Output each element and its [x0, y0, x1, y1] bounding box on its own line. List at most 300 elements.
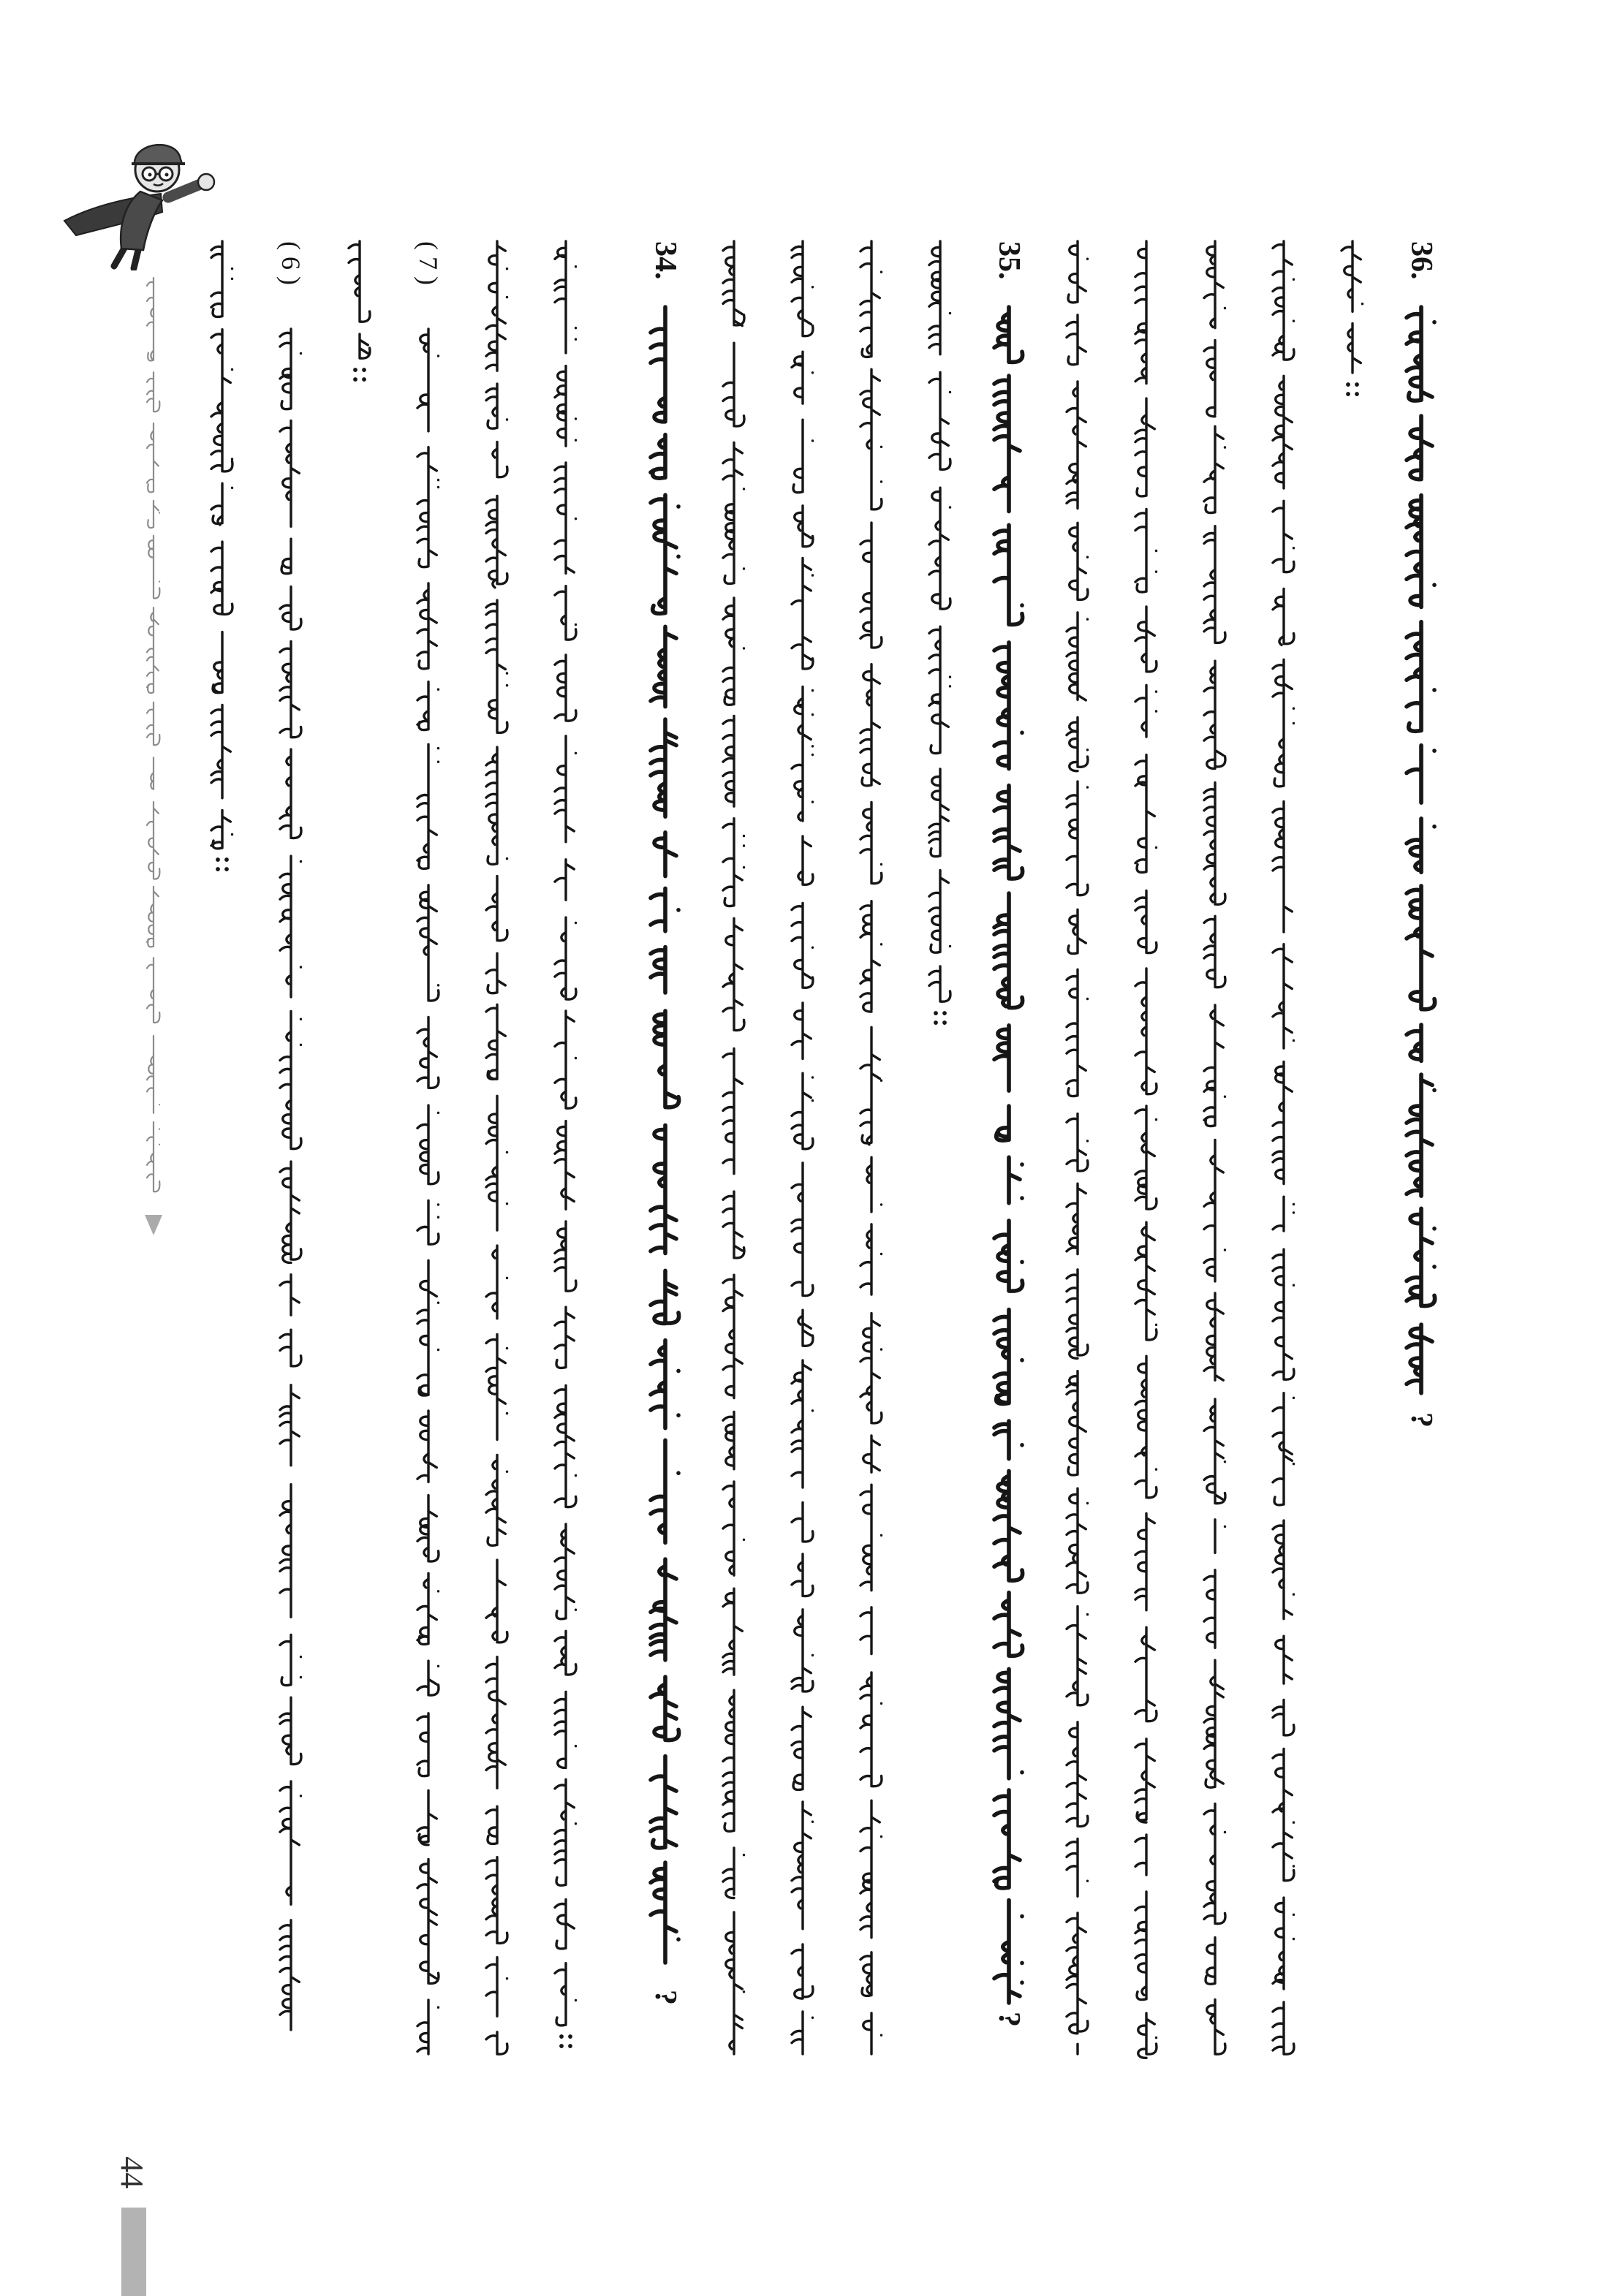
question-34-number: 34. [648, 241, 682, 280]
text-line [792, 241, 813, 2054]
script-word [994, 1901, 1022, 2004]
script-word [723, 343, 744, 426]
script-word [486, 241, 507, 371]
script-word [417, 1860, 439, 1984]
script-word [417, 1105, 439, 1184]
script-word [863, 1436, 880, 1472]
script-word [1407, 1325, 1432, 1393]
script-word [486, 1657, 505, 1789]
script-word [651, 1757, 676, 1848]
script-word [994, 307, 1023, 362]
script-word [280, 1697, 301, 1764]
running-head-triangle-icon [145, 1215, 162, 1235]
script-word [723, 241, 744, 326]
script-word [417, 2000, 439, 2054]
script-word [1407, 819, 1434, 873]
script-word [555, 586, 576, 640]
script-word [151, 757, 154, 789]
script-word [792, 1944, 813, 1998]
script-word [1135, 1514, 1154, 1610]
script-word [280, 1275, 299, 1315]
script-word [486, 953, 505, 993]
question-35-text [994, 307, 1023, 2003]
running-head-line [147, 278, 159, 1191]
script-word [1204, 1005, 1225, 1126]
script-word [1407, 1208, 1435, 1306]
script-word [280, 329, 301, 409]
script-word [1273, 659, 1294, 787]
script-word [1204, 1293, 1223, 1380]
script-word [280, 587, 301, 629]
script-word [555, 1307, 574, 1368]
script-word [280, 856, 301, 997]
script-word [792, 687, 813, 822]
script-word [417, 1411, 436, 1482]
text-line [555, 241, 576, 2046]
script-word [994, 1421, 1022, 1459]
script-word [793, 420, 812, 493]
script-word [486, 747, 507, 864]
script-word [1204, 1804, 1225, 1924]
script-word [211, 483, 232, 525]
script-word [211, 542, 232, 614]
script-word [994, 525, 1023, 624]
script-word [994, 1221, 1023, 1291]
script-word [417, 885, 439, 1001]
script-word [792, 2012, 813, 2054]
script-word [1135, 969, 1157, 1094]
script-word [929, 871, 950, 953]
script-word [1067, 1488, 1088, 1593]
script-word [860, 901, 882, 1012]
sentence-end-mark [355, 370, 364, 379]
script-word [1067, 1607, 1088, 1705]
script-word [860, 241, 882, 357]
script-word [723, 716, 734, 806]
script-word [1273, 1700, 1294, 1735]
script-word [1273, 501, 1294, 572]
text-line [1204, 241, 1225, 2054]
script-word [211, 705, 230, 798]
script-word [1068, 909, 1086, 953]
script-word [1204, 1660, 1223, 1787]
script-word [417, 1017, 439, 1088]
script-word [792, 1802, 813, 1929]
script-word [1135, 1627, 1157, 1721]
script-word [651, 1863, 678, 1963]
script-word [147, 958, 159, 1023]
script-word [1070, 523, 1088, 599]
text-line [860, 241, 882, 2054]
script-word [1067, 1838, 1088, 1896]
script-word [1067, 382, 1086, 509]
script-word [280, 1385, 299, 1466]
script-word [1204, 340, 1215, 416]
script-word [280, 1330, 301, 1366]
script-word [555, 1385, 576, 1507]
script-word [1135, 241, 1146, 384]
script-word [723, 1048, 742, 1173]
script-word [1348, 324, 1361, 374]
script-word [486, 1455, 507, 1546]
script-word [1204, 783, 1225, 905]
question-36-number: 36. [1404, 241, 1438, 280]
script-word [860, 1314, 882, 1423]
script-word [795, 506, 813, 547]
script-word [486, 1096, 507, 1230]
script-word [486, 1958, 507, 2017]
script-word [792, 1163, 813, 1296]
script-word [1009, 1157, 1022, 1203]
script-word [1204, 1570, 1215, 1648]
question-34-text [651, 307, 679, 1963]
sentence-end-mark [561, 2037, 570, 2046]
script-word [417, 744, 439, 868]
script-word [417, 1790, 436, 1844]
script-word [651, 1270, 679, 1323]
script-word [1204, 916, 1225, 987]
script-word [147, 702, 159, 746]
script-word [723, 1482, 744, 1575]
script-word [349, 241, 370, 322]
text-line [1273, 241, 1294, 2054]
script-word [860, 523, 882, 648]
text-line [929, 241, 950, 1023]
script-word [1204, 241, 1225, 328]
script-word [929, 372, 950, 469]
script-word [723, 1412, 734, 1469]
script-word [1135, 398, 1154, 496]
script-word [996, 1106, 1009, 1140]
script-word [1068, 241, 1087, 303]
script-word [1273, 1393, 1294, 1505]
script-word [723, 1690, 734, 1831]
script-word [147, 1122, 159, 1191]
script-word [1135, 607, 1157, 672]
script-word [213, 632, 222, 693]
script-word [994, 376, 1020, 511]
script-word [148, 501, 159, 528]
script-word [1135, 1356, 1157, 1498]
script-word [555, 1631, 576, 1675]
script-word [792, 1003, 811, 1059]
script-word [1067, 1722, 1088, 1827]
script-word [280, 1781, 301, 1904]
script-word [211, 810, 232, 848]
script-word [860, 1672, 882, 1787]
script-word [1273, 801, 1292, 932]
script-word [417, 1260, 439, 1395]
script-word [860, 803, 882, 884]
script-word [1273, 2002, 1294, 2054]
script-word [651, 1677, 679, 1740]
script-word [1273, 1898, 1294, 1989]
script-word [994, 1593, 1023, 1656]
script-word [555, 1121, 574, 1210]
sentence-end-mark [218, 860, 227, 869]
script-word [486, 1806, 497, 1844]
script-word [147, 802, 159, 879]
script-word [1273, 589, 1294, 645]
page-edge-tab [121, 2208, 146, 2296]
script-word [994, 786, 1023, 879]
script-word [1273, 376, 1292, 488]
text-line [486, 241, 507, 2054]
script-word [1067, 315, 1086, 365]
text-line [280, 329, 301, 2030]
script-word [792, 1502, 813, 1542]
script-word [929, 488, 950, 609]
script-word [726, 1912, 744, 2054]
script-word [1206, 1938, 1215, 1985]
script-word [486, 496, 507, 587]
script-word [792, 352, 813, 403]
script-word [486, 384, 507, 428]
script-word [860, 1485, 882, 1591]
script-word [1407, 1075, 1434, 1196]
script-word [651, 307, 665, 422]
script-word [1407, 746, 1434, 803]
script-word [417, 682, 439, 730]
script-word [860, 664, 879, 786]
script-word [280, 1162, 301, 1262]
script-word [417, 1713, 428, 1776]
script-word [1273, 241, 1294, 360]
script-word [860, 1952, 871, 1996]
script-word [860, 1224, 882, 1295]
script-word [1273, 1249, 1294, 1379]
question-36-mark: ? [1404, 1412, 1438, 1428]
script-word [280, 1485, 291, 1618]
script-word [147, 423, 159, 492]
script-word [929, 241, 950, 355]
script-word [486, 1560, 507, 1643]
script-word [651, 1440, 678, 1542]
script-word [1207, 2000, 1225, 2055]
script-word [417, 583, 436, 669]
script-word [1273, 1520, 1294, 1619]
script-word [860, 1607, 871, 1654]
script-word [1273, 944, 1294, 1048]
script-word [929, 769, 948, 857]
script-word [1204, 426, 1225, 512]
script-word [486, 2032, 507, 2054]
script-word [994, 1669, 1022, 1778]
script-word [1342, 241, 1363, 311]
script-word [1067, 1270, 1088, 1358]
script-word [723, 819, 744, 906]
script-word [486, 600, 507, 732]
script-word [654, 1011, 679, 1107]
script-word [486, 1004, 505, 1079]
script-word [1135, 1106, 1157, 1209]
script-word [1215, 1520, 1225, 1553]
script-word [860, 1800, 882, 1938]
script-word [1273, 1062, 1292, 1184]
page-number: 44 [114, 2156, 150, 2189]
script-word [723, 443, 744, 584]
script-word [1204, 1399, 1225, 1504]
script-word [280, 420, 299, 526]
script-word [1204, 661, 1225, 768]
script-word [555, 1221, 576, 1291]
sentence-end-mark [1348, 384, 1357, 394]
text-line [1067, 241, 1088, 2054]
script-word [486, 1246, 507, 1319]
script-word [1135, 509, 1157, 592]
script-word [798, 1310, 813, 1346]
script-word [1407, 496, 1434, 607]
script-word [651, 888, 678, 931]
script-word [281, 539, 291, 573]
script-word [863, 2013, 882, 2054]
script-word [792, 1610, 813, 1691]
script-word [994, 893, 1023, 1008]
script-word [147, 278, 154, 360]
script-word [860, 369, 882, 509]
script-word [417, 447, 439, 567]
script-word [360, 334, 370, 358]
script-word [651, 626, 676, 706]
script-word [723, 1848, 744, 1898]
script-word [929, 966, 950, 1001]
script-word [792, 1707, 811, 1789]
script-word [651, 1125, 676, 1253]
option-7-label: ( 7 ) [414, 241, 443, 285]
script-word [994, 1790, 1020, 1888]
script-word [1067, 1913, 1088, 2034]
script-word [417, 1573, 439, 1644]
option-6-label: ( 6 ) [276, 241, 306, 285]
script-word [1135, 1835, 1146, 1875]
script-word [792, 903, 813, 988]
script-word [994, 643, 1022, 769]
script-word [1067, 781, 1088, 895]
script-word [1135, 755, 1157, 873]
script-word [280, 642, 301, 738]
script-word [994, 1026, 1009, 1091]
script-word [1067, 717, 1088, 770]
script-word [792, 558, 813, 670]
script-word [651, 495, 678, 613]
sentence-end-mark [936, 1013, 945, 1023]
script-word [994, 1471, 1023, 1580]
text-line [417, 329, 439, 2054]
script-word [148, 536, 159, 599]
script-word [860, 1027, 882, 1145]
script-word [1135, 685, 1157, 737]
script-word [280, 749, 301, 838]
script-word [723, 918, 744, 1030]
script-word [654, 833, 676, 876]
script-word [867, 1157, 882, 1212]
script-word [555, 655, 576, 721]
script-word [280, 1011, 301, 1148]
text-line [211, 241, 232, 869]
text-line [349, 241, 370, 379]
question-35-number: 35. [992, 241, 1026, 280]
script-word [1135, 1739, 1154, 1822]
question-35-mark: ? [992, 2012, 1026, 2027]
script-word [1135, 1222, 1157, 1340]
script-word [792, 1073, 813, 1149]
script-word [486, 1857, 507, 1944]
script-word [1204, 526, 1225, 643]
script-word [792, 1554, 813, 1596]
script-word [929, 626, 950, 753]
script-word [1204, 1140, 1225, 1281]
script-word [792, 1360, 813, 1488]
script-word [417, 329, 439, 431]
script-word [555, 366, 576, 447]
script-word [486, 1335, 507, 1440]
script-word [1067, 613, 1088, 700]
script-word [1067, 969, 1088, 1096]
script-word [651, 947, 665, 993]
script-word [280, 1920, 299, 2030]
script-word [1273, 1197, 1294, 1231]
script-word [555, 1900, 574, 1949]
script-word [1135, 1892, 1146, 2000]
question-34-mark: ? [648, 1990, 682, 2005]
script-word [798, 836, 813, 884]
script-word [486, 876, 507, 941]
script-word [555, 860, 574, 900]
script-word [1135, 891, 1157, 953]
script-word [651, 1341, 678, 1428]
script-word [555, 736, 576, 842]
script-word [994, 1310, 1022, 1404]
script-word [493, 442, 507, 477]
script-word [147, 607, 159, 693]
script-word [147, 1036, 159, 1113]
script-word [1407, 622, 1434, 732]
script-word [555, 1011, 576, 1108]
script-word [1273, 1748, 1294, 1880]
script-word [555, 1963, 576, 2026]
script-word [1067, 1114, 1088, 1171]
script-word [280, 1634, 301, 1685]
script-word [723, 1191, 744, 1258]
text-line [1342, 241, 1363, 394]
script-word [1407, 416, 1432, 480]
script-word [1407, 886, 1435, 1009]
script-word [555, 463, 576, 574]
script-word [211, 241, 232, 317]
script-word [651, 719, 676, 817]
script-word [792, 241, 813, 336]
script-word [651, 1559, 676, 1660]
script-word [1067, 1183, 1086, 1254]
text-line [1135, 241, 1157, 2058]
script-word [211, 330, 232, 471]
script-word [555, 1779, 576, 1885]
script-word [1407, 1025, 1421, 1061]
script-word [417, 1661, 439, 1695]
script-word [555, 241, 576, 353]
script-word [723, 598, 744, 705]
script-word [555, 917, 576, 999]
script-word [1067, 1371, 1086, 1475]
script-word [555, 1692, 576, 1768]
script-word [723, 1275, 742, 1398]
text-line [723, 241, 744, 2054]
script-word [1138, 2013, 1157, 2058]
script-word [417, 1200, 439, 1244]
script-word [651, 435, 665, 478]
script-word [147, 887, 159, 947]
script-word [1276, 1636, 1293, 1683]
